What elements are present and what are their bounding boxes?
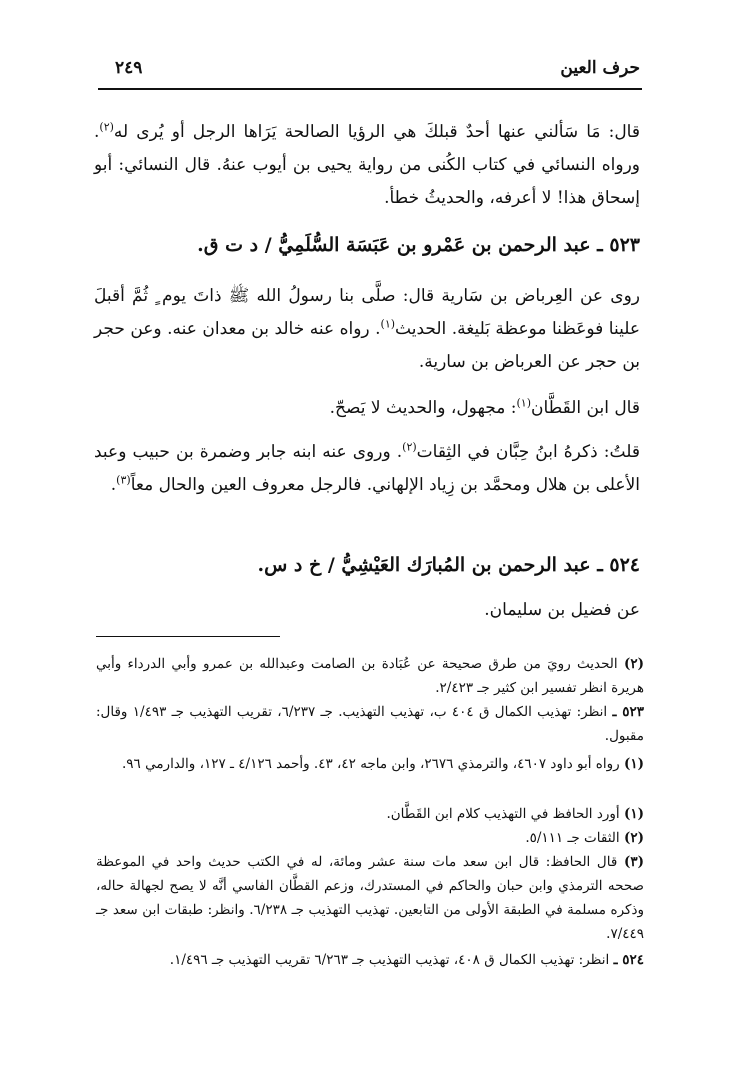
entry-heading-523: ٥٢٣ ـ عبد الرحمن بن عَمْرو بن عَبَسَة السُّلَمِيُّ / د ت ق. (197, 234, 640, 256)
header-rule (98, 88, 642, 90)
paragraph-ibn-qattan (94, 392, 640, 425)
footnote-marker: (١) (623, 806, 644, 822)
paragraph-narration (94, 280, 640, 379)
footnote-text: رواه أبو داود ٤٦٠٧، والترمذي ٢٦٧٦، وابن ماجه ٤٢، ٤٣. وأحمد ٤/١٢٦ ـ ١٢٧، والدارمي ٩٦. (121, 756, 620, 772)
footnote-ref: (١) (516, 396, 532, 410)
footnote-text: الحديث رويَ من طرق صحيحة عن عُبَادة بن الصامت وعبدالله بن عمرو وأبي الدرداء وأبي هريرة انظر تفسير ابن كثير جـ ٢/٤٢٣. (96, 656, 644, 696)
footnote-text: انظر: تهذيب الكمال ق ٤٠٤ ب، تهذيب التهذيب. جـ ٦/٢٣٧، تقريب التهذيب جـ ١/٤٩٣ وقال: مقبول. (96, 704, 644, 744)
footnote (96, 802, 644, 826)
footnote-marker: (٢) (623, 830, 644, 846)
footnote-separator (96, 636, 280, 637)
footnote (96, 700, 644, 748)
paragraph-comment (94, 436, 640, 502)
footnote (96, 948, 644, 972)
footnote-text: أورد الحافظ في التهذيب كلام ابن القَطَّان. (386, 806, 620, 822)
page-number: ٢٤٩ (115, 58, 143, 78)
paragraph-text: . ورواه النسائي في كتاب الكُنى من رواية يحيى بن أيوب عنهُ. قال النسائي: أبو إسحاق هذا! لا أعرفه، والحديثُ خطأ. (94, 122, 640, 208)
paragraph-text: قلتُ: ذكرهُ ابنُ حِبَّان في الثِقات (416, 442, 640, 462)
footnote-ref: (١) (380, 317, 396, 331)
footnote (96, 826, 644, 850)
footnote-marker: ٥٢٤ ـ (613, 952, 644, 968)
footnote-marker: ٥٢٣ ـ (612, 704, 644, 720)
footnote-text: قال الحافظ: قال ابن سعد مات سنة عشر ومائة، له في الكتب حديث واحد في الموعظة صححه الترمذي وابن حبان والحاكم في المستدرك، وزعم القطَّان الفاسي أنَّه لا يصح لجهالة حاله، وذكره مسلمة في الطبقة الأولى من التابعين. تهذيب التهذيب جـ ٦/٢٣٨. وانظر: طبقات ابن سعد جـ ٧/٤٤٩. (96, 854, 644, 942)
paragraph-text: . (110, 475, 117, 495)
paragraph-text: قال ابن القَطَّان (531, 398, 640, 418)
footnote-text: انظر: تهذيب الكمال ق ٤٠٨، تهذيب التهذيب جـ ٦/٢٦٣ تقريب التهذيب جـ ١/٤٩٦. (169, 952, 610, 968)
footnote (96, 850, 644, 946)
footnote-marker: (١) (623, 756, 644, 772)
paragraph-entry-524: عن فضيل بن سليمان. (484, 600, 640, 620)
footnote-ref: (٢) (402, 440, 417, 454)
paragraph-continuation (94, 116, 640, 215)
paragraph-text: . رواه عنه خالد بن معدان عنه. وعن حجر بن حجر عن العرباض بن سارية. (94, 319, 640, 372)
footnote-marker: (٣) (623, 854, 644, 870)
paragraph-text: روى عن العِرباض بن سَارية قال: صلَّى بنا رسولُ الله ﷺ ذاتَ يوم ٍ ثُمَّ أقبلَ علينا فوعَظنا موعظة بَليغة. الحديث (94, 286, 640, 339)
paragraph-text: . وروى عنه ابنه جابر وضمرة بن حبيب وعبد الأعلى بن هلال ومحمَّد بن زِياد الإلهاني. فالرجل معروف العين والحال معاً (94, 442, 640, 495)
paragraph-text: : مجهول، والحديث لا يَصحّ. (329, 398, 517, 418)
footnote (96, 752, 644, 776)
running-header-title: حرف العين (560, 58, 640, 78)
footnote (96, 652, 644, 700)
entry-heading-524: ٥٢٤ ـ عبد الرحمن بن المُبارَك العَيْشِيُّ / خ د س. (257, 554, 640, 576)
footnote-ref: (٣) (116, 473, 131, 487)
footnote-text: الثقات جـ ٥/١١١. (525, 830, 620, 846)
footnote-ref: (٢) (99, 120, 114, 134)
footnote-marker: (٢) (623, 656, 644, 672)
paragraph-text: قال: مَا سَألني عنها أحدٌ قبلكَ هي الرؤيا الصالحة يَرَاها الرجل أو يُرى له (113, 122, 640, 142)
